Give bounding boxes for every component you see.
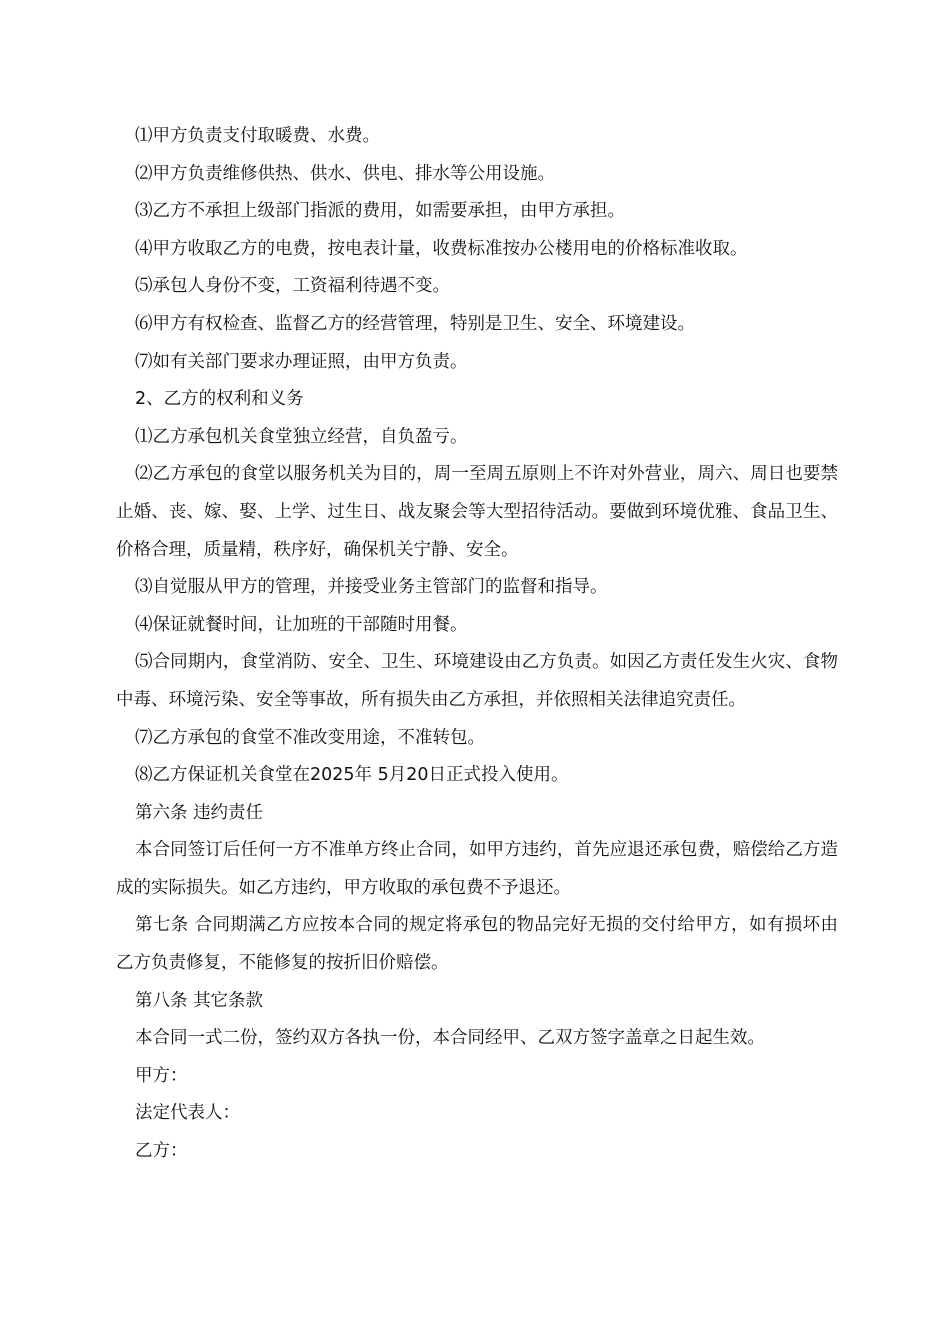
clause-start-date: ⑻乙方保证机关食堂在2025年 5月20日正式投入使用。 (135, 765, 569, 786)
section-heading-party-b-rights: 2、乙方的权利和义务 (135, 389, 304, 410)
article-7: 第七条 合同期满乙方应按本合同的规定将承包的物品完好无损的交付给甲方，如有损坏由乙方负责修复，不能修复的按折旧价赔偿。 (116, 915, 838, 974)
signature-legal-representative: 法定代表人： (135, 1103, 240, 1124)
clause-party-a-inspection: ⑹甲方有权检查、监督乙方的经营管理，特别是卫生、安全、环境建设。 (135, 313, 695, 334)
clause-accept-supervision: ⑶自觉服从甲方的管理，并接受业务主管部门的监督和指导。 (135, 577, 608, 598)
clause-party-b-no-assigned-fees: ⑶乙方不承担上级部门指派的费用，如需要承担，由甲方承担。 (135, 201, 625, 222)
article-6-heading: 第六条 违约责任 (135, 802, 264, 823)
clause-no-subcontracting: ⑺乙方承包的食堂不准改变用途，不准转包。 (135, 727, 485, 748)
clause-party-a-utility-maintenance: ⑵甲方负责维修供热、供水、供电、排水等公用设施。 (135, 163, 555, 184)
article-8-body: 本合同一式二份，签约双方各执一份，本合同经甲、乙双方签字盖章之日起生效。 (135, 1028, 765, 1049)
article-6-body: 本合同签订后任何一方不准单方终止合同，如甲方违约，首先应退还承包费，赔偿给乙方造成的实际损失。如乙方违约，甲方收取的承包费不予退还。 (116, 840, 838, 898)
clause-licensing: ⑺如有关部门要求办理证照，由甲方负责。 (135, 351, 468, 372)
clause-meal-times: ⑷保证就餐时间，让加班的干部随时用餐。 (135, 614, 468, 635)
clause-service-purpose: ⑵乙方承包的食堂以服务机关为目的，周一至周五原则上不许对外营业，周六、周日也要禁止婚、丧、嫁、娶、上学、过生日、战友聚会等大型招待活动。要做到环境优雅、食品卫生、价格合理，质量精，秩序好，确保机关宁静、安全。 (116, 464, 838, 560)
signature-party-a: 甲方： (135, 1065, 188, 1086)
document-body (116, 118, 838, 1171)
clause-party-a-heating-water-fees: ⑴甲方负责支付取暖费、水费。 (135, 126, 380, 146)
signature-party-b: 乙方： (135, 1141, 188, 1162)
clause-contractor-status: ⑸承包人身份不变，工资福利待遇不变。 (135, 276, 450, 297)
clause-electricity-fee: ⑷甲方收取乙方的电费，按电表计量，收费标准按办公楼用电的价格标准收取。 (135, 238, 748, 259)
clause-safety-responsibility: ⑸合同期内，食堂消防、安全、卫生、环境建设由乙方负责。如因乙方责任发生火灾、食物中毒、环境污染、安全等事故，所有损失由乙方承担，并依照相关法律追究责任。 (116, 652, 838, 710)
clause-independent-operation: ⑴乙方承包机关食堂独立经营，自负盈亏。 (135, 426, 468, 447)
article-8-heading: 第八条 其它条款 (135, 990, 264, 1011)
